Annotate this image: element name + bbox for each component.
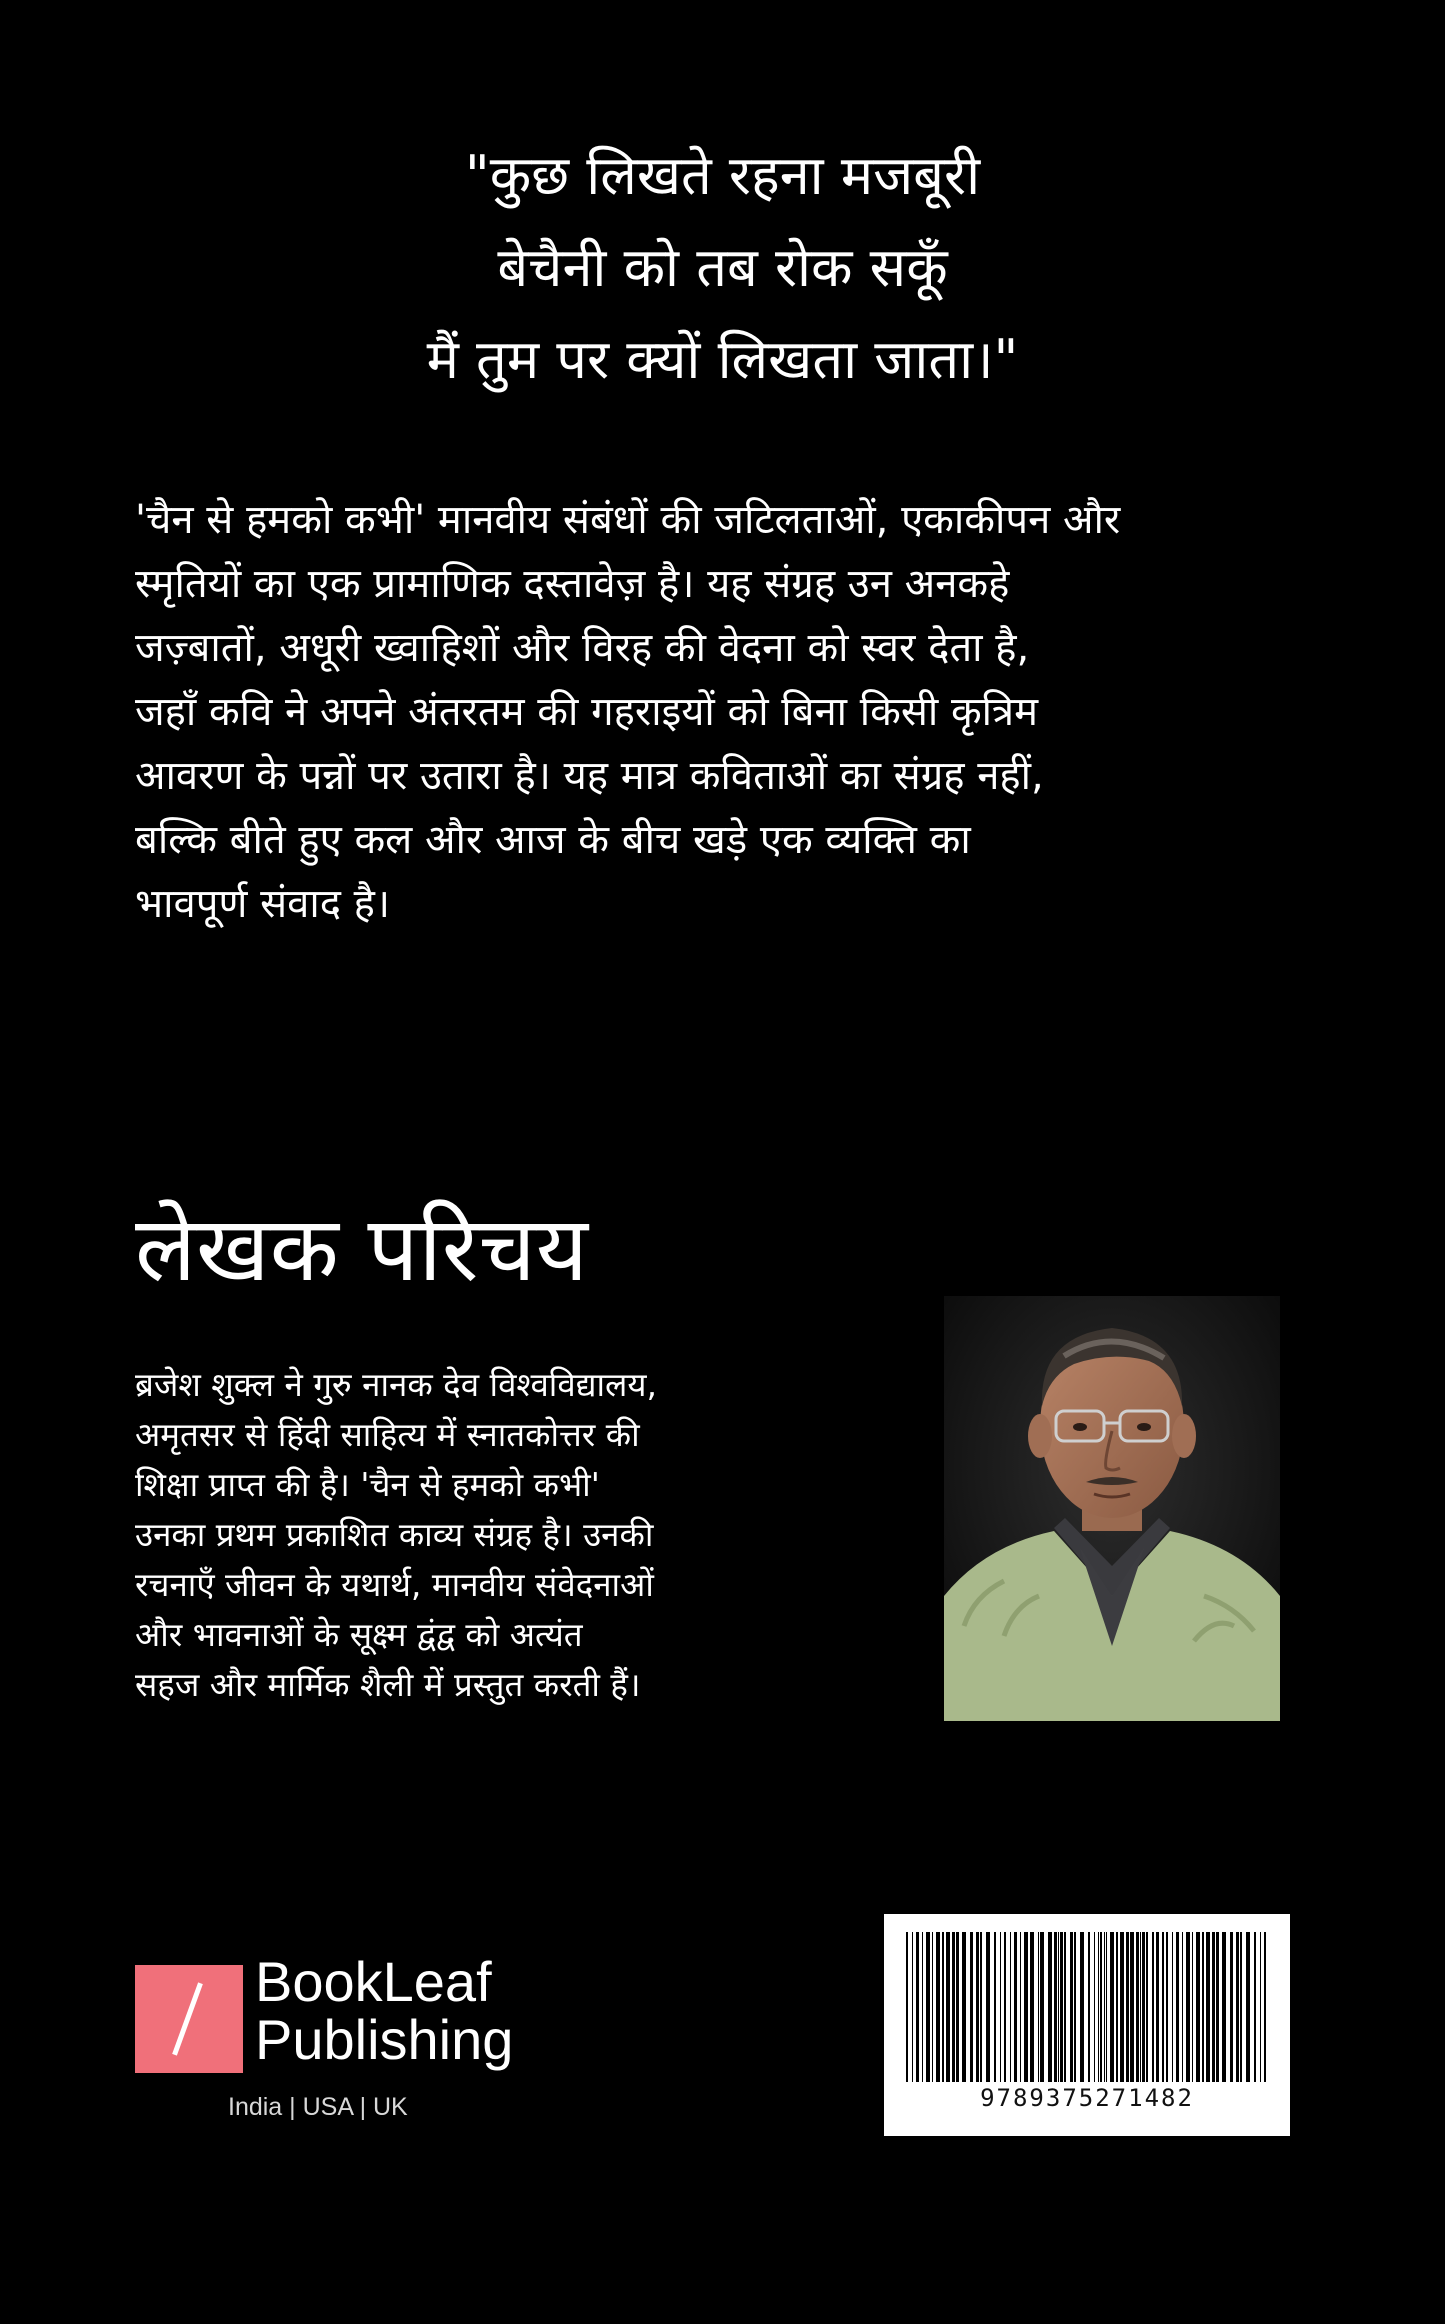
barcode-bar bbox=[1070, 1932, 1073, 2082]
barcode-bar bbox=[1010, 1932, 1011, 2082]
author-photo bbox=[944, 1296, 1280, 1721]
slash-mark bbox=[172, 1982, 203, 2055]
barcode-bar bbox=[1000, 1932, 1001, 2082]
barcode-bar bbox=[1140, 1932, 1141, 2082]
barcode-bar bbox=[1080, 1932, 1084, 2082]
isbn-barcode bbox=[884, 1914, 1290, 2136]
barcode-bar bbox=[952, 1932, 955, 2082]
barcode-bar bbox=[932, 1932, 933, 2082]
barcode-bar bbox=[1020, 1932, 1021, 2082]
barcode-bar bbox=[1110, 1932, 1114, 2082]
bookleaf-logo-icon bbox=[135, 1965, 243, 2073]
author-section-heading: लेखक परिचय bbox=[135, 1197, 588, 1302]
publisher-name-line1: BookLeaf bbox=[255, 1950, 492, 2013]
barcode-bar bbox=[1166, 1932, 1168, 2082]
barcode-bar bbox=[1202, 1932, 1204, 2082]
barcode-bar bbox=[1246, 1932, 1250, 2082]
barcode-bar bbox=[1254, 1932, 1256, 2082]
book-description bbox=[135, 488, 1325, 936]
barcode-bar bbox=[1162, 1932, 1164, 2082]
barcode-bar bbox=[1222, 1932, 1226, 2082]
barcode-bar bbox=[1100, 1932, 1102, 2082]
barcode-bar bbox=[970, 1932, 973, 2082]
bio-line: अमृतसर से हिंदी साहित्य में स्नातकोत्तर की bbox=[135, 1415, 640, 1454]
bio-line: ब्रजेश शुक्ल ने गुरु नानक देव विश्वविद्यालय, bbox=[135, 1365, 658, 1404]
barcode-bar bbox=[1058, 1932, 1059, 2082]
barcode-bar bbox=[1186, 1932, 1190, 2082]
description-line: आवरण के पन्नों पर उतारा है। यह मात्र कविताओं का संग्रह नहीं, bbox=[135, 753, 1044, 799]
barcode-bar bbox=[1030, 1932, 1034, 2082]
barcode-bars bbox=[902, 1932, 1272, 2082]
barcode-bar bbox=[1264, 1932, 1266, 2082]
barcode-bar bbox=[1040, 1932, 1044, 2082]
description-line: जहाँ कवि ने अपने अंतरतम की गहराइयों को बिना किसी कृत्रिम bbox=[135, 689, 1039, 735]
quote-line: बेचैनी को तब रोक सकूँ bbox=[497, 236, 948, 299]
barcode-bar bbox=[1172, 1932, 1173, 2082]
barcode-bar bbox=[1130, 1932, 1134, 2082]
bio-line: रचनाएँ जीवन के यथार्थ, मानवीय संवेदनाओं bbox=[135, 1565, 654, 1604]
barcode-bar bbox=[1212, 1932, 1215, 2082]
barcode-bar bbox=[1142, 1932, 1145, 2082]
barcode-bar bbox=[976, 1932, 979, 2082]
barcode-bar bbox=[926, 1932, 930, 2082]
barcode-bar bbox=[1116, 1932, 1118, 2082]
barcode-bar bbox=[1182, 1932, 1183, 2082]
barcode-bar bbox=[1146, 1932, 1148, 2082]
barcode-bar bbox=[946, 1932, 950, 2082]
barcode-bar bbox=[936, 1932, 940, 2082]
barcode-bar bbox=[1136, 1932, 1139, 2082]
barcode-bar bbox=[1126, 1932, 1129, 2082]
barcode-bar bbox=[1038, 1932, 1039, 2082]
barcode-bar bbox=[1152, 1932, 1154, 2082]
author-bio bbox=[135, 1360, 775, 1710]
barcode-bar bbox=[1260, 1932, 1261, 2082]
bio-line: और भावनाओं के सूक्ष्म द्वंद्व को अत्यंत bbox=[135, 1615, 583, 1654]
quote-line: मैं तुम पर क्यों लिखता जाता।" bbox=[426, 328, 1019, 391]
barcode-bar bbox=[1054, 1932, 1057, 2082]
barcode-bar bbox=[922, 1932, 923, 2082]
publisher-name-line2: Publishing bbox=[255, 2008, 514, 2071]
description-line: बल्कि बीते हुए कल और आज के बीच खड़े एक व्यक्ति का bbox=[135, 817, 971, 863]
bio-line: सहज और मार्मिक शैली में प्रस्तुत करती हैं। bbox=[135, 1665, 641, 1704]
barcode-bar bbox=[1060, 1932, 1063, 2082]
quote-line: "कुछ लिखते रहना मजबूरी bbox=[464, 144, 981, 207]
barcode-bar bbox=[1098, 1932, 1099, 2082]
barcode-bar bbox=[1240, 1932, 1242, 2082]
barcode-bar bbox=[980, 1932, 982, 2082]
barcode-bar bbox=[1236, 1932, 1239, 2082]
publisher-logo-text bbox=[255, 1950, 514, 2071]
barcode-bar bbox=[994, 1932, 996, 2082]
barcode-bar bbox=[1192, 1932, 1193, 2082]
barcode-bar bbox=[1004, 1932, 1006, 2082]
description-line: भावपूर्ण संवाद है। bbox=[135, 881, 391, 927]
barcode-bar bbox=[1014, 1932, 1017, 2082]
barcode-bar bbox=[1088, 1932, 1090, 2082]
barcode-bar bbox=[1230, 1932, 1233, 2082]
description-line: स्मृतियों का एक प्रामाणिक दस्तावेज़ है। यह संग्रह उन अनकहे bbox=[135, 561, 1010, 607]
barcode-bar bbox=[916, 1932, 919, 2082]
barcode-bar bbox=[1196, 1932, 1200, 2082]
bio-line: शिक्षा प्राप्त की है। 'चैन से हमको कभी' bbox=[135, 1465, 600, 1504]
description-line: 'चैन से हमको कभी' मानवीय संबंधों की जटिलताओं, एकाकीपन और bbox=[135, 497, 1121, 543]
barcode-bar bbox=[1064, 1932, 1066, 2082]
barcode-bar bbox=[1176, 1932, 1179, 2082]
barcode-bar bbox=[1048, 1932, 1052, 2082]
barcode-bar bbox=[1106, 1932, 1107, 2082]
bio-line: उनका प्रथम प्रकाशित काव्य संग्रह है। उनकी bbox=[135, 1515, 654, 1554]
barcode-bar bbox=[1156, 1932, 1159, 2082]
barcode-bar bbox=[962, 1932, 966, 2082]
barcode-bar bbox=[1216, 1932, 1219, 2082]
barcode-bar bbox=[1094, 1932, 1095, 2082]
barcode-bar bbox=[956, 1932, 959, 2082]
publisher-countries: India | USA | UK bbox=[228, 2093, 408, 2121]
barcode-bar bbox=[1024, 1932, 1028, 2082]
isbn-number: 9789375271482 bbox=[980, 2084, 1194, 2112]
description-line: जज़्बातों, अधूरी ख्वाहिशों और विरह की वेदना को स्वर देता है, bbox=[135, 625, 1030, 671]
barcode-bar bbox=[1206, 1932, 1210, 2082]
barcode-bar bbox=[906, 1932, 908, 2082]
barcode-bar bbox=[1074, 1932, 1076, 2082]
barcode-bar bbox=[912, 1932, 913, 2082]
barcode-bar bbox=[1104, 1932, 1105, 2082]
barcode-bar bbox=[942, 1932, 944, 2082]
barcode-bar bbox=[986, 1932, 990, 2082]
barcode-bar bbox=[1120, 1932, 1124, 2082]
pull-quote bbox=[160, 130, 1285, 406]
